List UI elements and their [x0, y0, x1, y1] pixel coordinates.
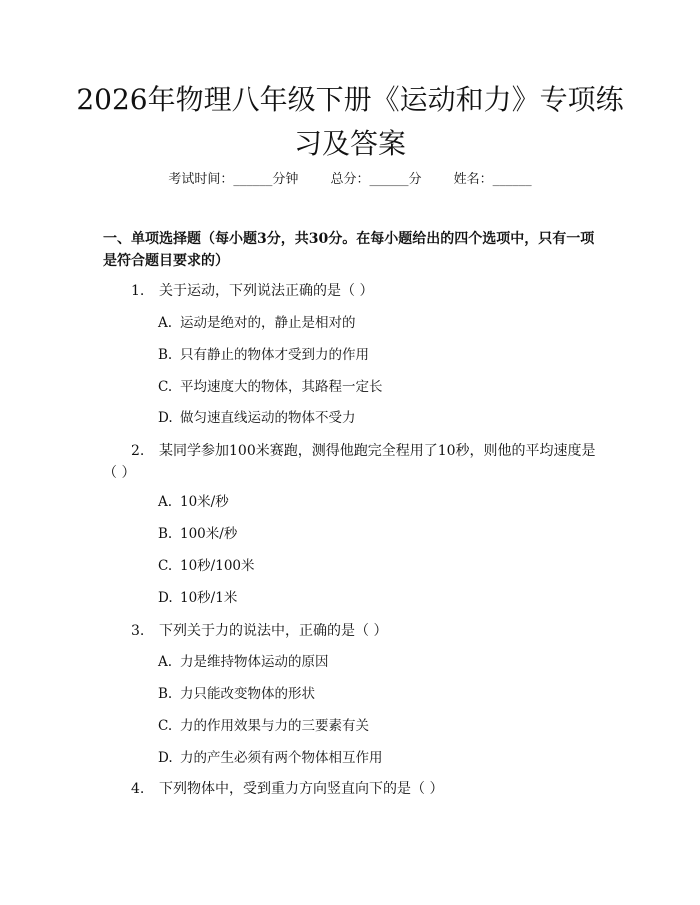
option-text: 运动是绝对的，静止是相对的: [180, 315, 356, 331]
question-4: [103, 778, 603, 800]
section-heading: 一、单项选择题（每小题3分，共30分。在每小题给出的四个选项中，只有一项是符合题目要求的）: [103, 231, 595, 269]
question-number: 3.: [131, 623, 145, 639]
option-label: A.: [158, 654, 173, 670]
option-label: C.: [158, 558, 173, 574]
option-3c: [158, 716, 369, 736]
option-2b: [158, 524, 237, 544]
option-text: 做匀速直线运动的物体不受力: [180, 410, 356, 426]
option-label: A.: [158, 315, 173, 331]
option-label: D.: [158, 750, 173, 766]
question-2: [103, 440, 603, 484]
option-1b: [158, 345, 369, 365]
option-text: 10秒/1米: [180, 590, 238, 606]
option-text: 平均速度大的物体，其路程一定长: [180, 379, 383, 395]
option-3b: [158, 684, 315, 704]
option-1d: [158, 408, 356, 428]
option-label: D.: [158, 590, 173, 606]
question-text: 下列关于力的说法中，正确的是（ ）: [159, 623, 388, 639]
question-text: 关于运动，下列说法正确的是（ ）: [159, 283, 374, 299]
exam-name: 姓名：______: [453, 172, 532, 187]
option-text: 力是维持物体运动的原因: [180, 654, 329, 670]
exam-time: 考试时间：______分钟: [168, 172, 299, 187]
option-text: 力的作用效果与力的三要素有关: [180, 718, 369, 734]
question-number: 2.: [131, 443, 145, 459]
option-2a: [158, 492, 229, 512]
option-label: B.: [158, 526, 173, 542]
option-label: D.: [158, 410, 173, 426]
question-1: [103, 280, 603, 302]
option-text: 力只能改变物体的形状: [180, 686, 315, 702]
option-text: 只有静止的物体才受到力的作用: [180, 347, 369, 363]
option-2d: [158, 588, 237, 608]
document-title: 2026年物理八年级下册《运动和力》专项练习及答案: [76, 83, 624, 160]
question-3: [103, 620, 603, 642]
question-text: 某同学参加100米赛跑，测得他跑完全程用了10秒，则他的平均速度是（ ）: [103, 443, 596, 481]
option-1a: [158, 313, 356, 333]
option-text: 100米/秒: [180, 526, 238, 542]
question-number: 1.: [131, 283, 145, 299]
option-label: C.: [158, 718, 173, 734]
option-label: A.: [158, 494, 173, 510]
option-3a: [158, 652, 329, 672]
option-text: 力的产生必须有两个物体相互作用: [180, 750, 383, 766]
exam-meta: [0, 168, 700, 187]
option-label: B.: [158, 347, 173, 363]
question-text: 下列物体中，受到重力方向竖直向下的是（ ）: [159, 781, 444, 797]
option-1c: [158, 377, 383, 397]
option-label: C.: [158, 379, 173, 395]
option-text: 10秒/100米: [180, 558, 255, 574]
option-label: B.: [158, 686, 173, 702]
exam-score: 总分：______分: [330, 172, 422, 187]
question-number: 4.: [131, 781, 145, 797]
option-3d: [158, 748, 383, 768]
option-text: 10米/秒: [180, 494, 229, 510]
option-2c: [158, 556, 255, 576]
